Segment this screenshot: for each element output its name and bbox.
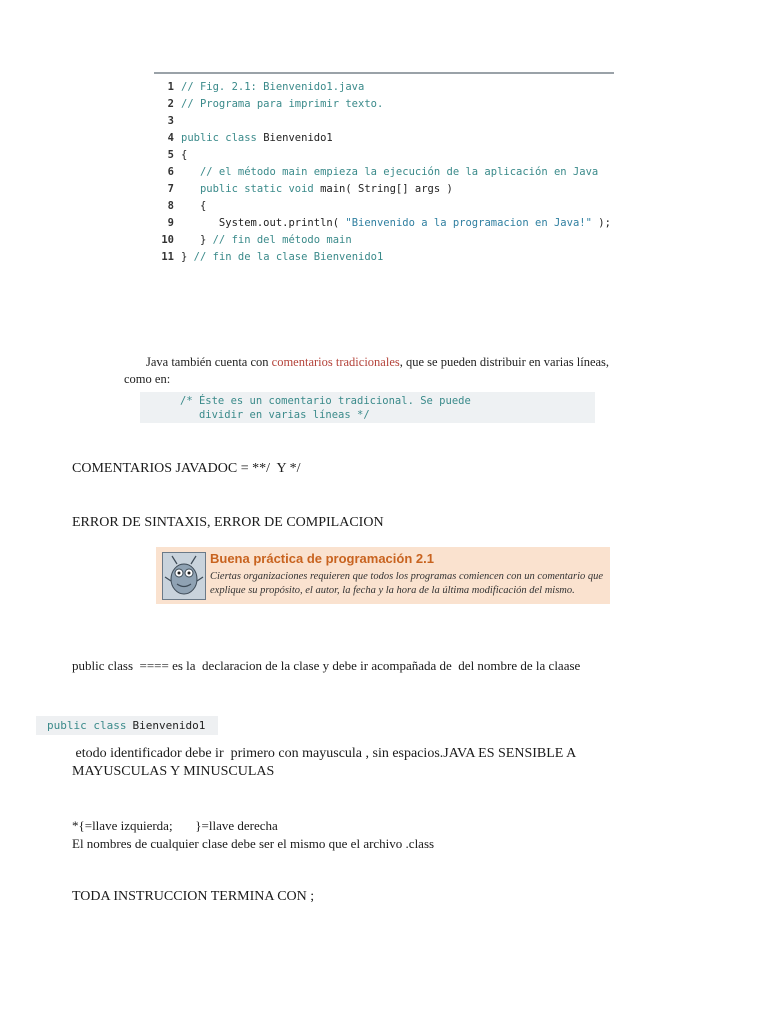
line-number: 3: [167, 114, 174, 127]
code-comment: // fin de la clase Bienvenido1: [193, 250, 384, 263]
code-line: [154, 180, 453, 197]
comment-line: /* Éste es un comentario tradicional. Se puede: [180, 395, 471, 407]
line-number: 10: [161, 233, 174, 246]
note-javadoc: COMENTARIOS JAVADOC = **/ Y */: [72, 461, 301, 476]
comment-line: dividir en varias líneas */: [180, 409, 370, 421]
code-text: }: [181, 250, 194, 263]
code-line: [154, 95, 383, 112]
paragraph-text: Java también cuenta con: [146, 355, 272, 369]
code-line: [154, 78, 364, 95]
code-line: [154, 197, 206, 214]
code-comment: // Programa para imprimir texto.: [181, 97, 384, 110]
note-identifier-line-1: etodo identificador debe ir primero con mayuscula , sin espacios.JAVA ES SENSIBLE A: [72, 746, 577, 761]
paragraph-text: , que se pueden distribuir en varias líneas,: [399, 355, 610, 369]
note-public-class: public class ==== es la declaracion de la clase y debe ir acompañada de del nombre de la claase: [72, 658, 581, 673]
bug-mascot-icon: [162, 552, 206, 600]
line-number: 8: [167, 199, 174, 212]
code-comment: // el método main empieza la ejecución de la aplicación en Java: [181, 165, 599, 178]
code-line: [154, 231, 352, 248]
line-number: 1: [167, 80, 174, 93]
note-errors: ERROR DE SINTAXIS, ERROR DE COMPILACION: [72, 515, 384, 530]
highlighted-term: comentarios tradicionales: [271, 355, 400, 369]
line-number: 9: [167, 216, 174, 229]
code-text: );: [591, 216, 611, 229]
note-class-file: El nombres de cualquier clase debe ser el mismo que el archivo .class: [72, 836, 435, 851]
note-braces: *{=llave izquierda; }=llave derecha: [72, 818, 278, 833]
code-comment: // fin del método main: [212, 233, 352, 246]
code-text: {: [181, 148, 188, 161]
good-practice-title: Buena práctica de programación 2.1: [210, 551, 434, 566]
code-text: main( String[] args ): [320, 182, 453, 195]
line-number: 6: [167, 165, 174, 178]
public-class-snippet: [36, 716, 218, 735]
paragraph-line-1: [124, 354, 644, 371]
code-line: [154, 163, 598, 180]
line-number: 11: [161, 250, 174, 263]
code-line: [154, 214, 611, 231]
code-keyword: public class: [47, 719, 127, 732]
line-number: 4: [167, 131, 174, 144]
code-keyword: public class: [181, 131, 264, 144]
code-comment: // Fig. 2.1: Bienvenido1.java: [181, 80, 365, 93]
code-string: "Bienvenido a la programacion en Java!": [345, 216, 592, 229]
code-text: {: [181, 199, 207, 212]
line-number: 2: [167, 97, 174, 110]
good-practice-body: Ciertas organizaciones requieren que todos los programas comiencen con un comentario que explique su propósito, el autor, la fecha y la hora de la última modificación del mismo.: [210, 571, 604, 596]
traditional-comments-paragraph: [124, 354, 644, 388]
code-line: [154, 146, 187, 163]
paragraph-line-2: como en:: [124, 372, 171, 386]
code-line: [154, 112, 181, 129]
code-keyword: public static void: [181, 182, 321, 195]
note-identifier-line-2: MAYUSCULAS Y MINUSCULAS: [72, 764, 275, 779]
line-number: 7: [167, 182, 174, 195]
traditional-comment-example: [140, 392, 595, 423]
code-text: Bienvenido1: [263, 131, 333, 144]
code-text: System.out.println(: [181, 216, 346, 229]
note-semicolon: TODA INSTRUCCION TERMINA CON ;: [72, 889, 315, 904]
code-line: [154, 248, 383, 265]
good-practice-box: [156, 547, 610, 604]
line-number: 5: [167, 148, 174, 161]
code-text: Bienvenido1: [132, 719, 206, 732]
code-figure-bienvenido1: [154, 72, 614, 264]
code-text: }: [181, 233, 213, 246]
code-line: [154, 129, 333, 146]
